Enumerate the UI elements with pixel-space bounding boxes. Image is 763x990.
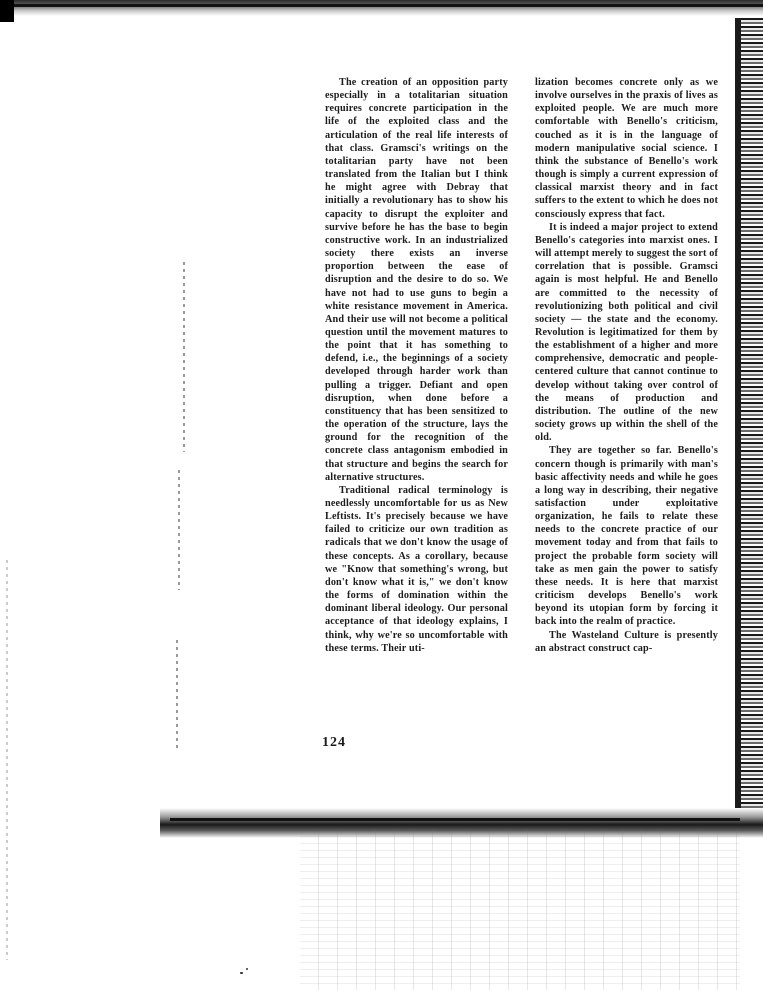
margin-scan-mark	[183, 262, 185, 452]
scan-corner-mark	[0, 0, 14, 22]
paragraph: lization becomes concrete only as we involve ourselves in the praxis of lives as exploited people. We are much more comfortable with Benello's criticism, couched as it is in the language of modern manipulative social science. I think the substance of Benello's work though is simply a current expression of classical marxist theory and in fact suffers to the extent to which he does not consciously express that fact.	[535, 77, 718, 220]
paragraph: It is indeed a major project to extend Benello's categories into marxist ones. I will attempt merely to suggest the sort of correlation that is possible. Gramsci again is most helpful. He and Benello are committed to the necessity of revolutionizing both political and civil society — the state and the economy. Revolution is legitimatized for them by the establishment of a higher and more comprehensive, democratic and people-centered culture that cannot continue to develop without taking over control of the means of production and distribution. The outline of the new society grows up within the shell of the old.	[535, 221, 718, 444]
text-column-right	[535, 76, 718, 655]
scan-top-shadow	[0, 0, 763, 16]
paragraph: The Wasteland Culture is presently an abstract construct cap-	[535, 629, 718, 654]
text-column-left	[325, 76, 508, 655]
paragraph: The creation of an opposition party especially in a totalitarian situation requires concrete participation in the life of the exploited class and the articulation of the real life interests of that class. Gramsci's writings on the totalitarian party have not been translated from the Italian but I think he might agree with Debray that initially a revolutionary has to show his capacity to disrupt the exploiter and survive before he has the base to begin constructive work. In an industrialized society there exists an inverse proportion between the ease of disruption and the desire to do so. We have not had to use guns to begin a white resistance movement in America. And their use will not become a political question until the movement matures to the point that it has something to defend, i.e., the beginnings of a society developed through harder work than pulling a trigger. Defiant and open disruption, when done before a constituency that has been sensitized to the operation of the structure, lays the ground for the recognition of the concrete class antagonism embodied in that structure and begins the search for alternative structures.	[325, 77, 508, 483]
page-number: 124	[322, 735, 346, 750]
scan-top-rule	[0, 4, 763, 7]
scan-speck	[246, 968, 248, 970]
paragraph: They are together so far. Benello's concern though is primarily with man's basic affectivity needs and while he goes a long way in describing, their negative satisfaction under exploitative organization, he fails to relate these needs to the concrete practice of our movement today and from that fails to project the probable form society will take as men gain the power to satisfy these needs. It is here that marxist criticism develops Benello's work beyond its utopian form by forcing it back into the realm of practice.	[535, 445, 718, 628]
margin-scan-mark	[6, 560, 8, 960]
page-right-edge-shadow	[735, 18, 741, 838]
scan-bleed-through	[300, 830, 740, 990]
margin-scan-mark	[178, 470, 180, 590]
paragraph: Traditional radical terminology is needlessly uncomfortable for us as New Leftists. It's precisely because we have failed to criticize our own tradition as radicals that we don't know the usage of these concepts. As a corollary, because we "Know that something's wrong, but don't know what it is," we don't know the forms of domination within the dominant liberal ideology. Our personal acceptance of that ideology explains, I think, why we're so uncomfortable with these terms. Their uti-	[325, 484, 508, 654]
margin-scan-mark	[176, 640, 178, 750]
scan-speck	[240, 972, 243, 974]
page-bottom-rule	[170, 818, 740, 821]
